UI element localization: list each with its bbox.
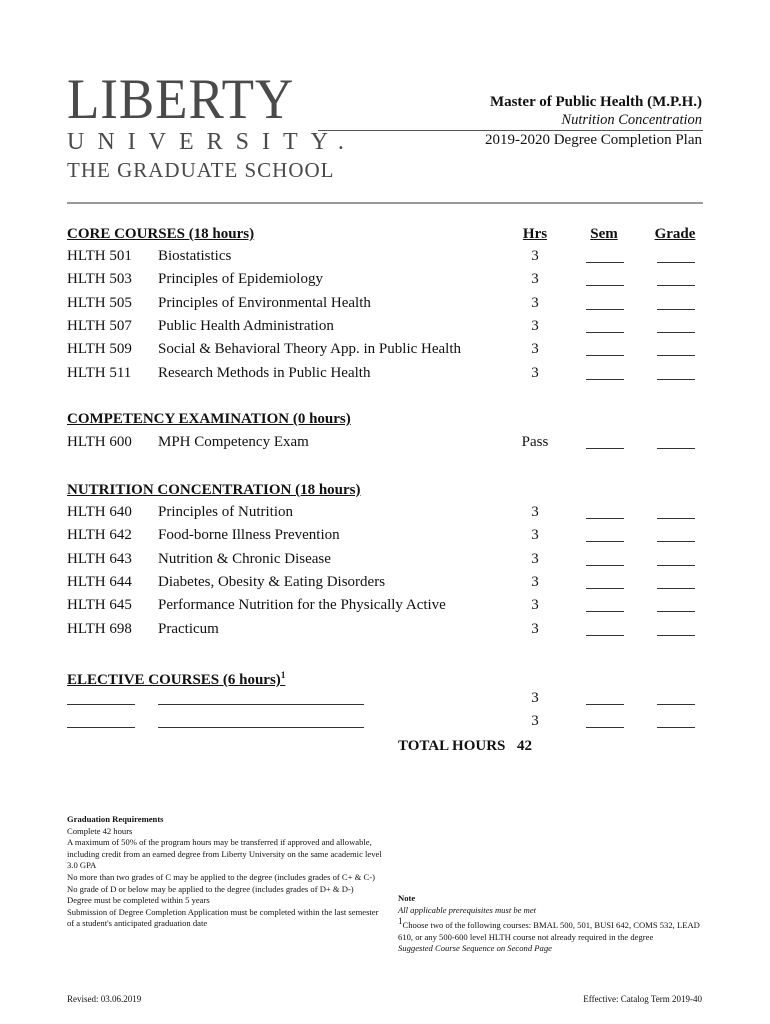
course-hours: 3 [531, 597, 539, 614]
course-hours: 3 [531, 364, 539, 381]
req-line: Submission of Degree Completion Application must be completed within the last semester of a student's anticipated graduation date [67, 906, 379, 929]
course-row [67, 293, 703, 313]
grade-blank[interactable] [657, 448, 695, 449]
req-line: Complete 42 hours [67, 825, 133, 836]
course-row [67, 525, 703, 545]
nutrition-title: NUTRITION CONCENTRATION (18 hours) [67, 482, 361, 498]
semester-blank[interactable] [586, 541, 624, 542]
grade-blank[interactable] [657, 727, 695, 728]
course-hours: 3 [531, 317, 539, 334]
course-name: Social & Behavioral Theory App. in Public Health [158, 341, 462, 358]
semester-blank[interactable] [586, 332, 624, 333]
grade-blank[interactable] [657, 588, 695, 589]
revised-date: Revised: 03.06.2019 [67, 994, 142, 1004]
course-hours: 3 [531, 550, 539, 567]
req-line: 3.0 GPA [67, 860, 97, 871]
req-line: No more than two grades of C may be applied to the degree (includes grades of C+ & C-) [67, 871, 375, 882]
elective-code-blank[interactable] [67, 727, 135, 728]
grade-blank[interactable] [657, 704, 695, 705]
logo-liberty: LIBERTY [67, 68, 295, 131]
elective-title: ELECTIVE COURSES (6 hours)$^1$ [67, 670, 286, 688]
grade-blank[interactable] [657, 309, 695, 310]
logo-graduate-school: THE GRADUATE SCHOOL [67, 158, 335, 182]
grade-blank[interactable] [657, 611, 695, 612]
semester-blank[interactable] [586, 727, 624, 728]
note-choose: $^1$Choose two of the following courses: BMAL 500, 501, BUSI 642, COMS 532, LEAD 610, or any 500-600 level HLTH course not already required in the degree [398, 916, 700, 942]
semester-blank[interactable] [586, 704, 624, 705]
course-hours: 3 [531, 504, 539, 520]
note-prereq: All applicable prerequisites must be met [398, 904, 537, 915]
course-row [67, 711, 703, 731]
course-row [67, 432, 703, 452]
course-code: HLTH 503 [67, 271, 132, 288]
course-row [67, 339, 703, 359]
course-row [67, 549, 703, 569]
course-hours: 3 [531, 527, 539, 544]
graduation-title: Graduation Requirements [67, 814, 164, 824]
course-hours: 3 [531, 271, 539, 288]
grade-blank[interactable] [657, 379, 695, 380]
logo-university: UNIVERSITY. [67, 129, 357, 155]
total-hours-label: TOTAL HOURS [398, 738, 506, 754]
grade-blank[interactable] [657, 565, 695, 566]
course-row [67, 688, 703, 708]
header-rule [318, 130, 703, 131]
course-hours: 3 [531, 713, 539, 730]
col-grade: Grade [654, 226, 696, 242]
course-hours: 3 [531, 294, 539, 311]
grade-blank[interactable] [657, 541, 695, 542]
elective-name-blank[interactable] [158, 727, 364, 728]
semester-blank[interactable] [586, 262, 624, 263]
col-hrs: Hrs [522, 226, 548, 242]
section-divider [67, 202, 703, 204]
semester-blank[interactable] [586, 588, 624, 589]
grade-blank[interactable] [657, 262, 695, 263]
course-code: HLTH 600 [67, 434, 132, 450]
grade-blank[interactable] [657, 285, 695, 286]
course-row [67, 316, 703, 336]
semester-blank[interactable] [586, 565, 624, 566]
course-hours: 3 [531, 690, 539, 706]
plan-title: 2019-2020 Degree Completion Plan [484, 132, 702, 148]
note-title: Note [398, 893, 416, 903]
footnote-mark: 1 [280, 670, 286, 680]
course-hours: Pass [521, 434, 549, 450]
elective-name-blank[interactable] [158, 704, 364, 705]
grade-blank[interactable] [657, 355, 695, 356]
core-courses-title: CORE COURSES (18 hours) [67, 226, 255, 242]
course-name: Diabetes, Obesity & Eating Disorders [158, 573, 386, 590]
course-code: HLTH 640 [67, 504, 132, 520]
course-code: HLTH 645 [67, 597, 132, 614]
grade-blank[interactable] [657, 332, 695, 333]
course-code: HLTH 501 [67, 248, 132, 264]
course-hours: 3 [531, 573, 539, 590]
course-code: HLTH 507 [67, 317, 132, 334]
course-row [67, 572, 703, 592]
semester-blank[interactable] [586, 518, 624, 519]
semester-blank[interactable] [586, 448, 624, 449]
course-name: Food-borne Illness Prevention [158, 527, 340, 544]
grade-blank[interactable] [657, 518, 695, 519]
course-hours: 3 [531, 248, 539, 264]
elective-code-blank[interactable] [67, 704, 135, 705]
req-line: A maximum of 50% of the program hours may be transferred if approved and allowable, including credit from an earned degree from Liberty University on the same academic level [67, 837, 382, 859]
course-code: HLTH 644 [67, 573, 132, 590]
competency-title: COMPETENCY EXAMINATION (0 hours) [67, 411, 351, 427]
course-hours: 3 [531, 341, 539, 358]
semester-blank[interactable] [586, 379, 624, 380]
graduation-requirements [67, 814, 387, 930]
col-sem: Sem [590, 226, 618, 242]
course-row [67, 246, 703, 266]
course-row [67, 619, 703, 639]
semester-blank[interactable] [586, 285, 624, 286]
course-code: HLTH 643 [67, 550, 132, 567]
course-row [67, 269, 703, 289]
note-sequence: Suggested Course Sequence on Second Page [398, 943, 552, 954]
course-name: Principles of Epidemiology [158, 271, 323, 288]
grade-blank[interactable] [657, 635, 695, 636]
course-name: Principles of Environmental Health [158, 294, 371, 311]
course-code: HLTH 698 [67, 620, 132, 637]
course-name: Public Health Administration [158, 317, 334, 334]
course-hours: 3 [531, 620, 539, 637]
semester-blank[interactable] [586, 635, 624, 636]
course-row [67, 595, 703, 615]
semester-blank[interactable] [586, 355, 624, 356]
course-code: HLTH 511 [67, 364, 132, 381]
course-name: Principles of Nutrition [158, 504, 293, 520]
course-name: Biostatistics [158, 248, 232, 264]
semester-blank[interactable] [586, 309, 624, 310]
course-name: Performance Nutrition for the Physically Active [158, 597, 446, 614]
req-line: Degree must be completed within 5 years [67, 895, 210, 906]
effective-term: Effective: Catalog Term 2019-40 [583, 994, 702, 1004]
course-code: HLTH 509 [67, 341, 132, 358]
course-name: MPH Competency Exam [158, 434, 309, 450]
course-row [67, 502, 703, 522]
concentration-title: Nutrition Concentration [561, 112, 702, 128]
req-line: No grade of D or below may be applied to the degree (includes grades of D+ & D-) [67, 883, 354, 894]
degree-title: Master of Public Health (M.P.H.) [489, 94, 702, 110]
course-row [67, 363, 703, 383]
course-name: Practicum [158, 620, 219, 637]
course-code: HLTH 505 [67, 294, 132, 311]
course-name: Research Methods in Public Health [158, 364, 371, 381]
total-hours-value: 42 [517, 738, 532, 754]
semester-blank[interactable] [586, 611, 624, 612]
course-code: HLTH 642 [67, 527, 132, 544]
note-block [398, 893, 708, 955]
course-name: Nutrition & Chronic Disease [158, 550, 331, 567]
